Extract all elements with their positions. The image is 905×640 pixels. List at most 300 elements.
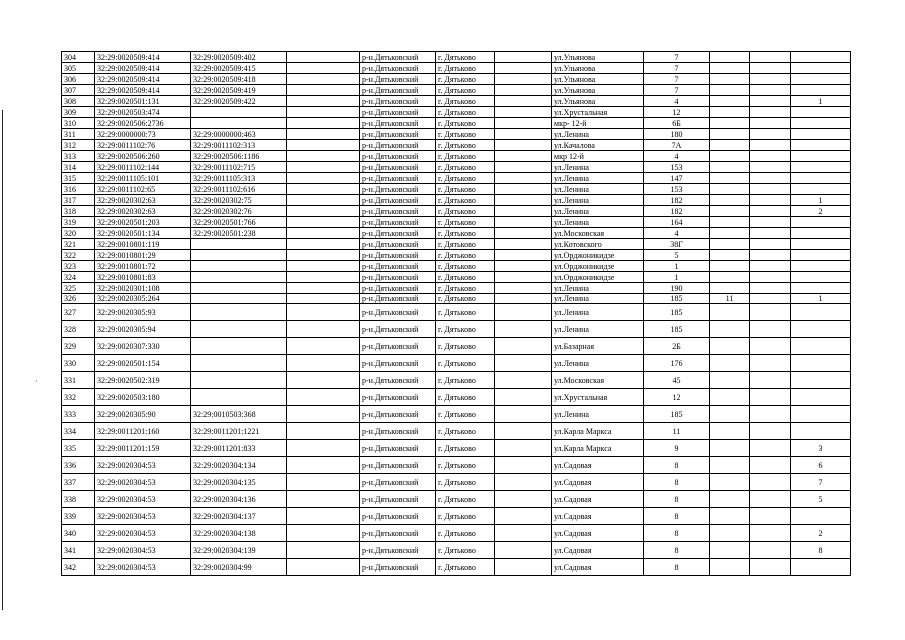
empty-cell (287, 474, 360, 491)
building-cell (710, 474, 750, 491)
building-cell (710, 389, 750, 406)
street-cell: ул.Садовая (552, 474, 644, 491)
empty-cell (495, 321, 552, 338)
apartment-cell: 2 (791, 525, 851, 542)
premises-cadastral-cell (191, 261, 287, 272)
row-number-cell: 312 (62, 140, 95, 151)
row-number-cell: 305 (62, 63, 95, 74)
extra-cell (750, 406, 791, 423)
district-cell: р-н.Дятьковский (360, 74, 436, 85)
apartment-cell (791, 184, 851, 195)
apartment-cell (791, 140, 851, 151)
cadastral-number-cell: 32:29:0020501:131 (95, 96, 191, 107)
city-cell: г. Дятьково (436, 525, 495, 542)
city-cell: г. Дятьково (436, 228, 495, 239)
apartment-cell (791, 338, 851, 355)
row-number-cell: 319 (62, 217, 95, 228)
table-row (62, 283, 851, 294)
empty-cell (495, 272, 552, 283)
table-row (62, 63, 851, 74)
street-cell: ул.Качалова (552, 140, 644, 151)
cadastral-number-cell: 32:29:0010801:83 (95, 272, 191, 283)
table-row (62, 162, 851, 173)
city-cell: г. Дятьково (436, 151, 495, 162)
empty-cell (287, 63, 360, 74)
row-number-cell: 329 (62, 338, 95, 355)
building-cell (710, 440, 750, 457)
extra-cell (750, 239, 791, 250)
district-cell: р-н.Дятьковский (360, 304, 436, 321)
house-number-cell: 7 (644, 74, 710, 85)
house-number-cell: 8 (644, 457, 710, 474)
street-cell: ул.Ульянова (552, 74, 644, 85)
city-cell: г. Дятьково (436, 195, 495, 206)
district-cell: р-н.Дятьковский (360, 250, 436, 261)
building-cell (710, 239, 750, 250)
street-cell: ул.Ленина (552, 206, 644, 217)
extra-cell (750, 355, 791, 372)
apartment-cell (791, 85, 851, 96)
row-number-cell: 325 (62, 283, 95, 294)
table-row (62, 184, 851, 195)
row-number-cell: 326 (62, 294, 95, 304)
city-cell: г. Дятьково (436, 107, 495, 118)
district-cell: р-н.Дятьковский (360, 491, 436, 508)
empty-cell (495, 217, 552, 228)
empty-cell (495, 440, 552, 457)
building-cell (710, 283, 750, 294)
extra-cell (750, 173, 791, 184)
district-cell: р-н.Дятьковский (360, 525, 436, 542)
row-number-cell: 323 (62, 261, 95, 272)
street-cell: ул.Садовая (552, 542, 644, 559)
district-cell: р-н.Дятьковский (360, 474, 436, 491)
cadastral-number-cell: 32:29:0020304:53 (95, 474, 191, 491)
apartment-cell: 8 (791, 542, 851, 559)
cadastral-number-cell: 32:29:0020509:414 (95, 85, 191, 96)
empty-cell (287, 228, 360, 239)
empty-cell (495, 559, 552, 576)
city-cell: г. Дятьково (436, 239, 495, 250)
empty-cell (495, 140, 552, 151)
table-body (62, 52, 851, 576)
premises-cadastral-cell: 32:29:0020302:76 (191, 206, 287, 217)
city-cell: г. Дятьково (436, 74, 495, 85)
apartment-cell (791, 118, 851, 129)
house-number-cell: 5 (644, 250, 710, 261)
cadastral-number-cell: 32:29:0020506:260 (95, 151, 191, 162)
cadastral-number-cell: 32:29:0020302:63 (95, 206, 191, 217)
apartment-cell (791, 217, 851, 228)
apartment-cell (791, 261, 851, 272)
apartment-cell (791, 372, 851, 389)
city-cell: г. Дятьково (436, 85, 495, 96)
extra-cell (750, 85, 791, 96)
city-cell: г. Дятьково (436, 542, 495, 559)
table-row (62, 372, 851, 389)
city-cell: г. Дятьково (436, 457, 495, 474)
district-cell: р-н.Дятьковский (360, 372, 436, 389)
cadastral-number-cell: 32:29:0011105:101 (95, 173, 191, 184)
district-cell: р-н.Дятьковский (360, 140, 436, 151)
table-row (62, 304, 851, 321)
empty-cell (495, 239, 552, 250)
empty-cell (287, 372, 360, 389)
table-row (62, 206, 851, 217)
city-cell: г. Дятьково (436, 389, 495, 406)
building-cell (710, 321, 750, 338)
cadastral-number-cell: 32:29:0000000:73 (95, 129, 191, 140)
empty-cell (287, 440, 360, 457)
house-number-cell: 7 (644, 52, 710, 63)
row-number-cell: 306 (62, 74, 95, 85)
cadastral-number-cell: 32:29:0020305:90 (95, 406, 191, 423)
premises-cadastral-cell (191, 250, 287, 261)
empty-cell (287, 239, 360, 250)
cadastral-number-cell: 32:29:0011102:65 (95, 184, 191, 195)
empty-cell (287, 304, 360, 321)
row-number-cell: 310 (62, 118, 95, 129)
premises-cadastral-cell: 32:29:0020509:415 (191, 63, 287, 74)
empty-cell (495, 96, 552, 107)
empty-cell (287, 96, 360, 107)
district-cell: р-н.Дятьковский (360, 338, 436, 355)
building-cell (710, 184, 750, 195)
district-cell: р-н.Дятьковский (360, 129, 436, 140)
premises-cadastral-cell: 32:29:0020304:137 (191, 508, 287, 525)
premises-cadastral-cell: 32:29:0020501:238 (191, 228, 287, 239)
house-number-cell: 7А (644, 140, 710, 151)
extra-cell (750, 195, 791, 206)
building-cell (710, 250, 750, 261)
city-cell: г. Дятьково (436, 440, 495, 457)
cadastral-number-cell: 32:29:0020506:2736 (95, 118, 191, 129)
building-cell (710, 423, 750, 440)
cadastral-number-cell: 32:29:0020304:53 (95, 542, 191, 559)
empty-cell (495, 206, 552, 217)
street-cell: ул.Садовая (552, 559, 644, 576)
extra-cell (750, 118, 791, 129)
street-cell: ул.Ленина (552, 294, 644, 304)
apartment-cell (791, 173, 851, 184)
apartment-cell (791, 406, 851, 423)
cadastral-number-cell: 32:29:0020509:414 (95, 74, 191, 85)
building-cell (710, 559, 750, 576)
empty-cell (287, 457, 360, 474)
empty-cell (287, 491, 360, 508)
house-number-cell: 8 (644, 491, 710, 508)
street-cell: ул.Ленина (552, 406, 644, 423)
row-number-cell: 335 (62, 440, 95, 457)
row-number-cell: 315 (62, 173, 95, 184)
apartment-cell (791, 272, 851, 283)
cadastral-number-cell: 32:29:0020501:154 (95, 355, 191, 372)
house-number-cell: 164 (644, 217, 710, 228)
cadastral-number-cell: 32:29:0020509:414 (95, 52, 191, 63)
apartment-cell: 1 (791, 294, 851, 304)
premises-cadastral-cell: 32:29:0020506:1186 (191, 151, 287, 162)
table-row (62, 389, 851, 406)
empty-cell (287, 52, 360, 63)
building-cell (710, 542, 750, 559)
empty-cell (495, 304, 552, 321)
city-cell: г. Дятьково (436, 217, 495, 228)
premises-cadastral-cell: 32:29:0020304:139 (191, 542, 287, 559)
apartment-cell (791, 250, 851, 261)
city-cell: г. Дятьково (436, 491, 495, 508)
empty-cell (495, 250, 552, 261)
row-number-cell: 308 (62, 96, 95, 107)
street-cell: ул.Садовая (552, 457, 644, 474)
street-cell: ул.Карла Маркса (552, 440, 644, 457)
empty-cell (495, 457, 552, 474)
apartment-cell (791, 63, 851, 74)
street-cell: ул.Орджоникидзе (552, 272, 644, 283)
house-number-cell: 182 (644, 195, 710, 206)
premises-cadastral-cell: 32:29:0011102:616 (191, 184, 287, 195)
extra-cell (750, 491, 791, 508)
premises-cadastral-cell: 32:29:0020501:766 (191, 217, 287, 228)
building-cell (710, 151, 750, 162)
district-cell: р-н.Дятьковский (360, 457, 436, 474)
extra-cell (750, 474, 791, 491)
table-row (62, 239, 851, 250)
row-number-cell: 327 (62, 304, 95, 321)
empty-cell (495, 63, 552, 74)
empty-cell (287, 195, 360, 206)
city-cell: г. Дятьково (436, 63, 495, 74)
apartment-cell (791, 559, 851, 576)
extra-cell (750, 338, 791, 355)
apartment-cell: 1 (791, 96, 851, 107)
empty-cell (495, 294, 552, 304)
apartment-cell (791, 107, 851, 118)
apartment-cell (791, 129, 851, 140)
extra-cell (750, 206, 791, 217)
street-cell: ул.Ленина (552, 129, 644, 140)
empty-cell (495, 508, 552, 525)
table-row (62, 491, 851, 508)
empty-cell (287, 250, 360, 261)
empty-cell (495, 118, 552, 129)
city-cell: г. Дятьково (436, 423, 495, 440)
street-cell: мкр 12-й (552, 151, 644, 162)
city-cell: г. Дятьково (436, 140, 495, 151)
house-number-cell: 12 (644, 107, 710, 118)
district-cell: р-н.Дятьковский (360, 107, 436, 118)
cadastral-number-cell: 32:29:0020304:53 (95, 508, 191, 525)
table-row (62, 440, 851, 457)
district-cell: р-н.Дятьковский (360, 239, 436, 250)
empty-cell (495, 85, 552, 96)
empty-cell (287, 525, 360, 542)
cadastral-number-cell: 32:29:0020503:180 (95, 389, 191, 406)
extra-cell (750, 151, 791, 162)
building-cell (710, 304, 750, 321)
cadastral-number-cell: 32:29:0020304:53 (95, 457, 191, 474)
street-cell: ул.Московская (552, 228, 644, 239)
table-row (62, 406, 851, 423)
row-number-cell: 328 (62, 321, 95, 338)
apartment-cell: 6 (791, 457, 851, 474)
house-number-cell: 176 (644, 355, 710, 372)
empty-cell (495, 474, 552, 491)
cadastral-number-cell: 32:29:0020509:414 (95, 63, 191, 74)
apartment-cell (791, 239, 851, 250)
cadastral-number-cell: 32:29:0020501:203 (95, 217, 191, 228)
row-number-cell: 318 (62, 206, 95, 217)
city-cell: г. Дятьково (436, 294, 495, 304)
extra-cell (750, 261, 791, 272)
premises-cadastral-cell: 32:29:0011201:833 (191, 440, 287, 457)
house-number-cell: 1 (644, 272, 710, 283)
page-edge-line (2, 110, 3, 610)
table-row (62, 338, 851, 355)
table-row (62, 140, 851, 151)
house-number-cell: 182 (644, 206, 710, 217)
extra-cell (750, 52, 791, 63)
district-cell: р-н.Дятьковский (360, 440, 436, 457)
table-row (62, 151, 851, 162)
scan-mark: · (35, 377, 38, 386)
row-number-cell: 333 (62, 406, 95, 423)
street-cell: ул.Московская (552, 372, 644, 389)
table-row (62, 525, 851, 542)
empty-cell (287, 162, 360, 173)
row-number-cell: 337 (62, 474, 95, 491)
cadastral-number-cell: 32:29:0011102:144 (95, 162, 191, 173)
extra-cell (750, 74, 791, 85)
empty-cell (287, 173, 360, 184)
extra-cell (750, 423, 791, 440)
city-cell: г. Дятьково (436, 559, 495, 576)
district-cell: р-н.Дятьковский (360, 272, 436, 283)
empty-cell (287, 294, 360, 304)
empty-cell (495, 389, 552, 406)
empty-cell (287, 542, 360, 559)
empty-cell (495, 372, 552, 389)
street-cell: ул.Орджоникидзе (552, 250, 644, 261)
table-row (62, 250, 851, 261)
row-number-cell: 307 (62, 85, 95, 96)
building-cell (710, 129, 750, 140)
district-cell: р-н.Дятьковский (360, 294, 436, 304)
empty-cell (495, 355, 552, 372)
row-number-cell: 338 (62, 491, 95, 508)
empty-cell (495, 184, 552, 195)
house-number-cell: 8 (644, 559, 710, 576)
cadastral-number-cell: 32:29:0011201:160 (95, 423, 191, 440)
empty-cell (495, 228, 552, 239)
empty-cell (287, 338, 360, 355)
cadastral-number-cell: 32:29:0020305:94 (95, 321, 191, 338)
street-cell: ул.Ульянова (552, 85, 644, 96)
house-number-cell: 153 (644, 162, 710, 173)
apartment-cell (791, 228, 851, 239)
district-cell: р-н.Дятьковский (360, 162, 436, 173)
address-register-table (61, 51, 851, 576)
street-cell: ул.Ленина (552, 283, 644, 294)
building-cell (710, 96, 750, 107)
premises-cadastral-cell (191, 272, 287, 283)
cadastral-number-cell: 32:29:0020305:93 (95, 304, 191, 321)
building-cell (710, 195, 750, 206)
building-cell (710, 272, 750, 283)
premises-cadastral-cell (191, 321, 287, 338)
row-number-cell: 320 (62, 228, 95, 239)
city-cell: г. Дятьково (436, 406, 495, 423)
house-number-cell: 7 (644, 85, 710, 96)
city-cell: г. Дятьково (436, 162, 495, 173)
street-cell: ул.Ленина (552, 162, 644, 173)
table-row (62, 457, 851, 474)
street-cell: ул.Хрустальная (552, 107, 644, 118)
premises-cadastral-cell: 32:29:0011201:1221 (191, 423, 287, 440)
premises-cadastral-cell (191, 355, 287, 372)
street-cell: ул.Котовского (552, 239, 644, 250)
house-number-cell: 8 (644, 474, 710, 491)
row-number-cell: 311 (62, 129, 95, 140)
empty-cell (287, 206, 360, 217)
city-cell: г. Дятьково (436, 283, 495, 294)
building-cell (710, 508, 750, 525)
extra-cell (750, 508, 791, 525)
cadastral-number-cell: 32:29:0011201:159 (95, 440, 191, 457)
premises-cadastral-cell: 32:29:0020509:402 (191, 52, 287, 63)
house-number-cell: 2Б (644, 338, 710, 355)
empty-cell (287, 85, 360, 96)
building-cell (710, 525, 750, 542)
house-number-cell: 180 (644, 129, 710, 140)
apartment-cell: 3 (791, 440, 851, 457)
extra-cell (750, 272, 791, 283)
building-cell (710, 74, 750, 85)
building-cell (710, 118, 750, 129)
house-number-cell: 8 (644, 542, 710, 559)
district-cell: р-н.Дятьковский (360, 559, 436, 576)
street-cell: ул.Карла Маркса (552, 423, 644, 440)
cadastral-number-cell: 32:29:0020301:108 (95, 283, 191, 294)
empty-cell (287, 559, 360, 576)
city-cell: г. Дятьково (436, 372, 495, 389)
table-row (62, 508, 851, 525)
empty-cell (287, 423, 360, 440)
table-row (62, 294, 851, 304)
premises-cadastral-cell: 32:29:0020509:419 (191, 85, 287, 96)
street-cell: ул.Ленина (552, 321, 644, 338)
house-number-cell: 8 (644, 508, 710, 525)
empty-cell (287, 508, 360, 525)
empty-cell (287, 74, 360, 85)
premises-cadastral-cell (191, 239, 287, 250)
street-cell: ул.Садовая (552, 525, 644, 542)
extra-cell (750, 107, 791, 118)
empty-cell (287, 283, 360, 294)
city-cell: г. Дятьково (436, 304, 495, 321)
building-cell (710, 338, 750, 355)
table-row (62, 118, 851, 129)
premises-cadastral-cell: 32:29:0011102:715 (191, 162, 287, 173)
cadastral-number-cell: 32:29:0010801:119 (95, 239, 191, 250)
building-cell (710, 355, 750, 372)
empty-cell (495, 195, 552, 206)
district-cell: р-н.Дятьковский (360, 85, 436, 96)
row-number-cell: 309 (62, 107, 95, 118)
house-number-cell: 4 (644, 96, 710, 107)
apartment-cell (791, 508, 851, 525)
empty-cell (287, 107, 360, 118)
district-cell: р-н.Дятьковский (360, 195, 436, 206)
